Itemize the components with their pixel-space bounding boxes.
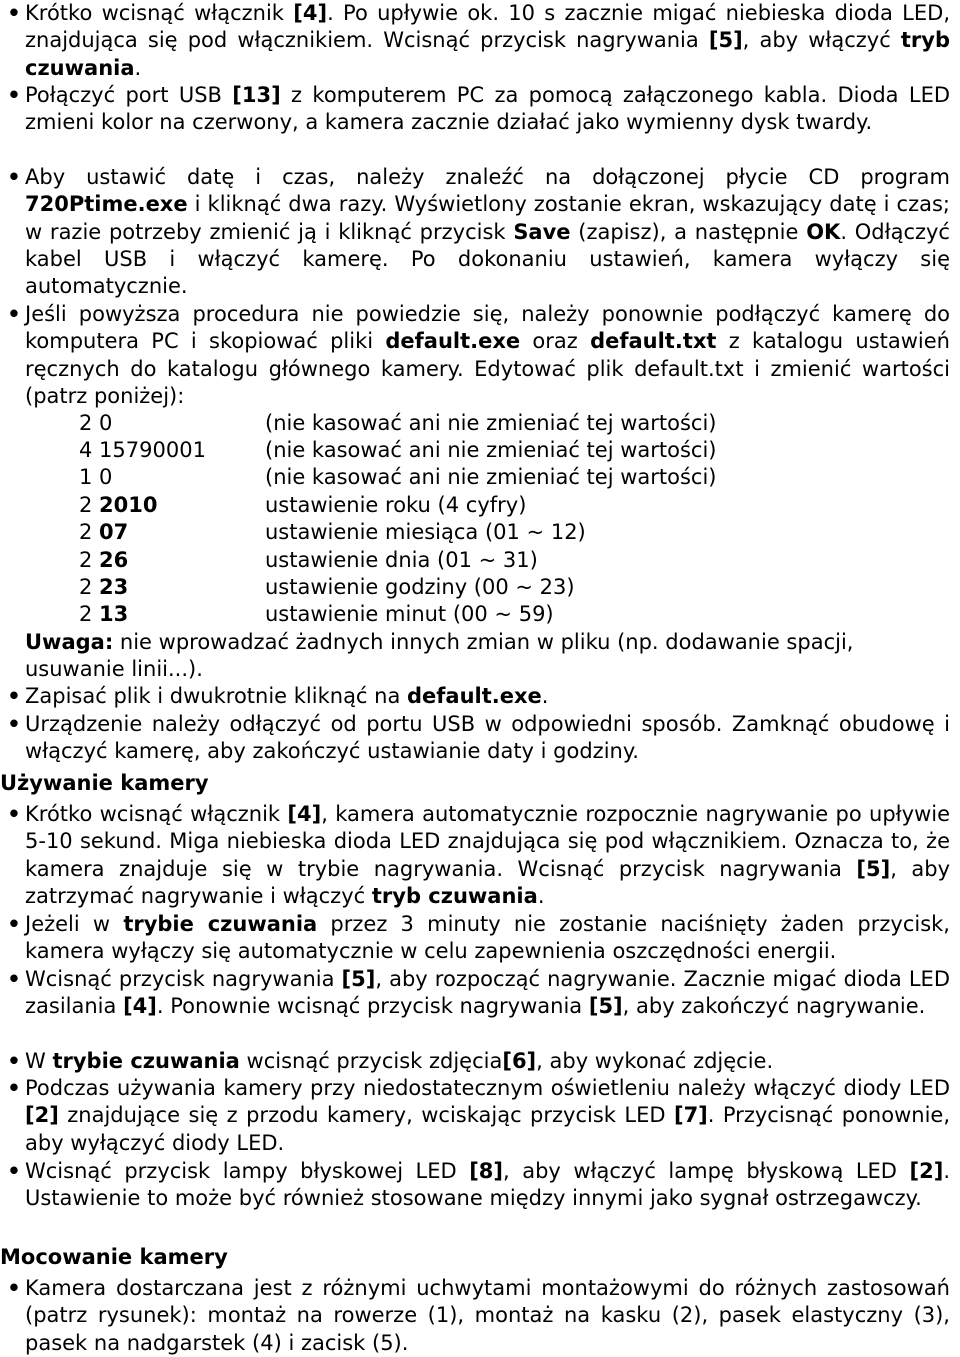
list-item bbox=[0, 683, 950, 710]
list-item bbox=[0, 164, 950, 300]
bullet-icon: • bbox=[7, 912, 21, 936]
note bbox=[25, 629, 950, 684]
config-description: ustawienie roku (4 cyfry) bbox=[265, 493, 527, 517]
config-description: ustawienie minut (00 ~ 59) bbox=[265, 602, 554, 626]
list-item-text: Wcisnąć przycisk lampy błyskowej LED [8], aby włączyć lampę błyskową LED [2]. Ustawienie to może być również stosowane między innymi jako sygnał ostrzegawczy. bbox=[25, 1159, 950, 1211]
bullet-icon: • bbox=[7, 802, 21, 826]
config-description: (nie kasować ani nie zmieniać tej wartości) bbox=[265, 411, 717, 435]
config-code: 4 15790001 bbox=[79, 438, 206, 462]
config-value: 2010 bbox=[99, 493, 158, 517]
list-item-text: Wcisnąć przycisk nagrywania [5], aby rozpocząć nagrywanie. Zacznie migać dioda LED zasilania [4]. Ponownie wcisnąć przycisk nagrywania [5], aby zakończyć nagrywanie. bbox=[25, 967, 950, 1019]
config-code: 2 0 bbox=[79, 411, 113, 435]
list-item bbox=[0, 966, 950, 1021]
config-value: 0 bbox=[99, 411, 113, 435]
list-item bbox=[0, 1048, 950, 1075]
list-item-text: Zapisać plik i dwukrotnie kliknąć na default.exe. bbox=[25, 684, 549, 708]
config-value: 13 bbox=[99, 602, 129, 626]
bullet-icon: • bbox=[7, 1076, 21, 1100]
bullet-icon: • bbox=[7, 712, 21, 736]
bullet-icon: • bbox=[7, 1049, 21, 1073]
list-item bbox=[0, 711, 950, 766]
config-description: (nie kasować ani nie zmieniać tej wartości) bbox=[265, 438, 717, 462]
config-code: 2 13 bbox=[79, 602, 129, 626]
list-item bbox=[0, 1275, 950, 1357]
list-item-text: W trybie czuwania wcisnąć przycisk zdjęcia[6], aby wykonać zdjęcie. bbox=[25, 1049, 774, 1073]
bullet-icon: • bbox=[7, 1159, 21, 1183]
bullet-icon: • bbox=[7, 967, 21, 991]
config-value: 0 bbox=[99, 465, 113, 489]
list-item bbox=[0, 0, 950, 82]
config-description: ustawienie godziny (00 ~ 23) bbox=[265, 575, 575, 599]
bullet-icon: • bbox=[7, 302, 21, 326]
bullet-icon: • bbox=[7, 83, 21, 107]
config-code: 2 07 bbox=[79, 520, 129, 544]
config-code: 1 0 bbox=[79, 465, 113, 489]
bullet-icon: • bbox=[7, 684, 21, 708]
bullet-icon: • bbox=[7, 165, 21, 189]
list-item bbox=[0, 801, 950, 910]
config-value: 23 bbox=[99, 575, 129, 599]
config-description: ustawienie dnia (01 ~ 31) bbox=[265, 548, 538, 572]
config-value: 15790001 bbox=[99, 438, 206, 462]
list-item-text: Jeśli powyższa procedura nie powiedzie się, należy ponownie podłączyć kamerę do komputera PC i skopiować pliki default.exe oraz default.txt z katalogu ustawień ręcznych do katalogu głównego kamery. Edytować plik default.txt i zmienić wartości (patrz poniżej): bbox=[25, 302, 950, 408]
config-code: 2 26 bbox=[79, 548, 129, 572]
list-item bbox=[0, 911, 950, 966]
list-item bbox=[0, 1158, 950, 1213]
config-description: (nie kasować ani nie zmieniać tej wartości) bbox=[265, 465, 717, 489]
config-description: ustawienie miesiąca (01 ~ 12) bbox=[265, 520, 586, 544]
list-item-text: Krótko wcisnąć włącznik [4]. Po upływie ok. 10 s zacznie migać niebieska dioda LED, znajdująca się pod włącznikiem. Wcisnąć przycisk nagrywania [5], aby włączyć tryb czuwania. bbox=[25, 1, 950, 80]
bullet-icon: • bbox=[7, 1, 21, 25]
note-text: nie wprowadzać żadnych innych zmian w pliku (np. dodawanie spacji, usuwanie linii...). bbox=[25, 630, 854, 682]
list-item-text: Jeżeli w trybie czuwania przez 3 minuty nie zostanie naciśnięty żaden przycisk, kamera wyłączy się automatycznie w celu zapewnienia oszczędności energii. bbox=[25, 912, 950, 964]
list-item-text: Krótko wcisnąć włącznik [4], kamera automatycznie rozpocznie nagrywanie po upływie 5-10 sekund. Miga niebieska dioda LED znajdująca się pod włącznikiem. Oznacza to, że kamera znajduje się w trybie nagrywania. Wcisnąć przycisk nagrywania [5], aby zatrzymać nagrywanie i włączyć tryb czuwania. bbox=[25, 802, 950, 908]
note-label: Uwaga: bbox=[25, 630, 114, 654]
list-item bbox=[0, 1075, 950, 1157]
section-heading: Mocowanie kamery bbox=[0, 1245, 228, 1269]
list-item bbox=[0, 301, 950, 410]
list-item-text: Aby ustawić datę i czas, należy znaleźć na dołączonej płycie CD program 720Ptime.exe i kliknąć dwa razy. Wyświetlony zostanie ekran, wskazujący datę i czas; w razie potrzeby zmienić ją i kliknąć przycisk Save (zapisz), a następnie OK. Odłączyć kabel USB i włączyć kamerę. Po dokonaniu ustawień, kamera wyłączy się automatycznie. bbox=[25, 165, 950, 299]
config-code: 2 2010 bbox=[79, 493, 158, 517]
list-item-text: Połączyć port USB [13] z komputerem PC za pomocą załączonego kabla. Dioda LED zmieni kolor na czerwony, a kamera zacznie działać jako wymienny dysk twardy. bbox=[25, 83, 951, 135]
list-item-text: Podczas używania kamery przy niedostatecznym oświetleniu należy włączyć diody LED [2] znajdujące się z przodu kamery, wciskając przycisk LED [7]. Przycisnąć ponownie, aby wyłączyć diody LED. bbox=[25, 1076, 950, 1155]
list-item-text: Urządzenie należy odłączyć od portu USB w odpowiedni sposób. Zamknąć obudowę i włączyć kamerę, aby zakończyć ustawianie daty i godziny. bbox=[25, 712, 950, 764]
bullet-icon: • bbox=[7, 1276, 21, 1300]
config-value: 26 bbox=[99, 548, 129, 572]
section-heading: Używanie kamery bbox=[0, 771, 209, 795]
list-item bbox=[0, 82, 950, 137]
list-item-text: Kamera dostarczana jest z różnymi uchwytami montażowymi do różnych zastosowań (patrz rysunek): montaż na rowerze (1), montaż na kasku (2), pasek elastyczny (3), pasek na nadgarstek (4) i zacisk (5). bbox=[25, 1276, 950, 1355]
config-code: 2 23 bbox=[79, 575, 129, 599]
config-value: 07 bbox=[99, 520, 129, 544]
